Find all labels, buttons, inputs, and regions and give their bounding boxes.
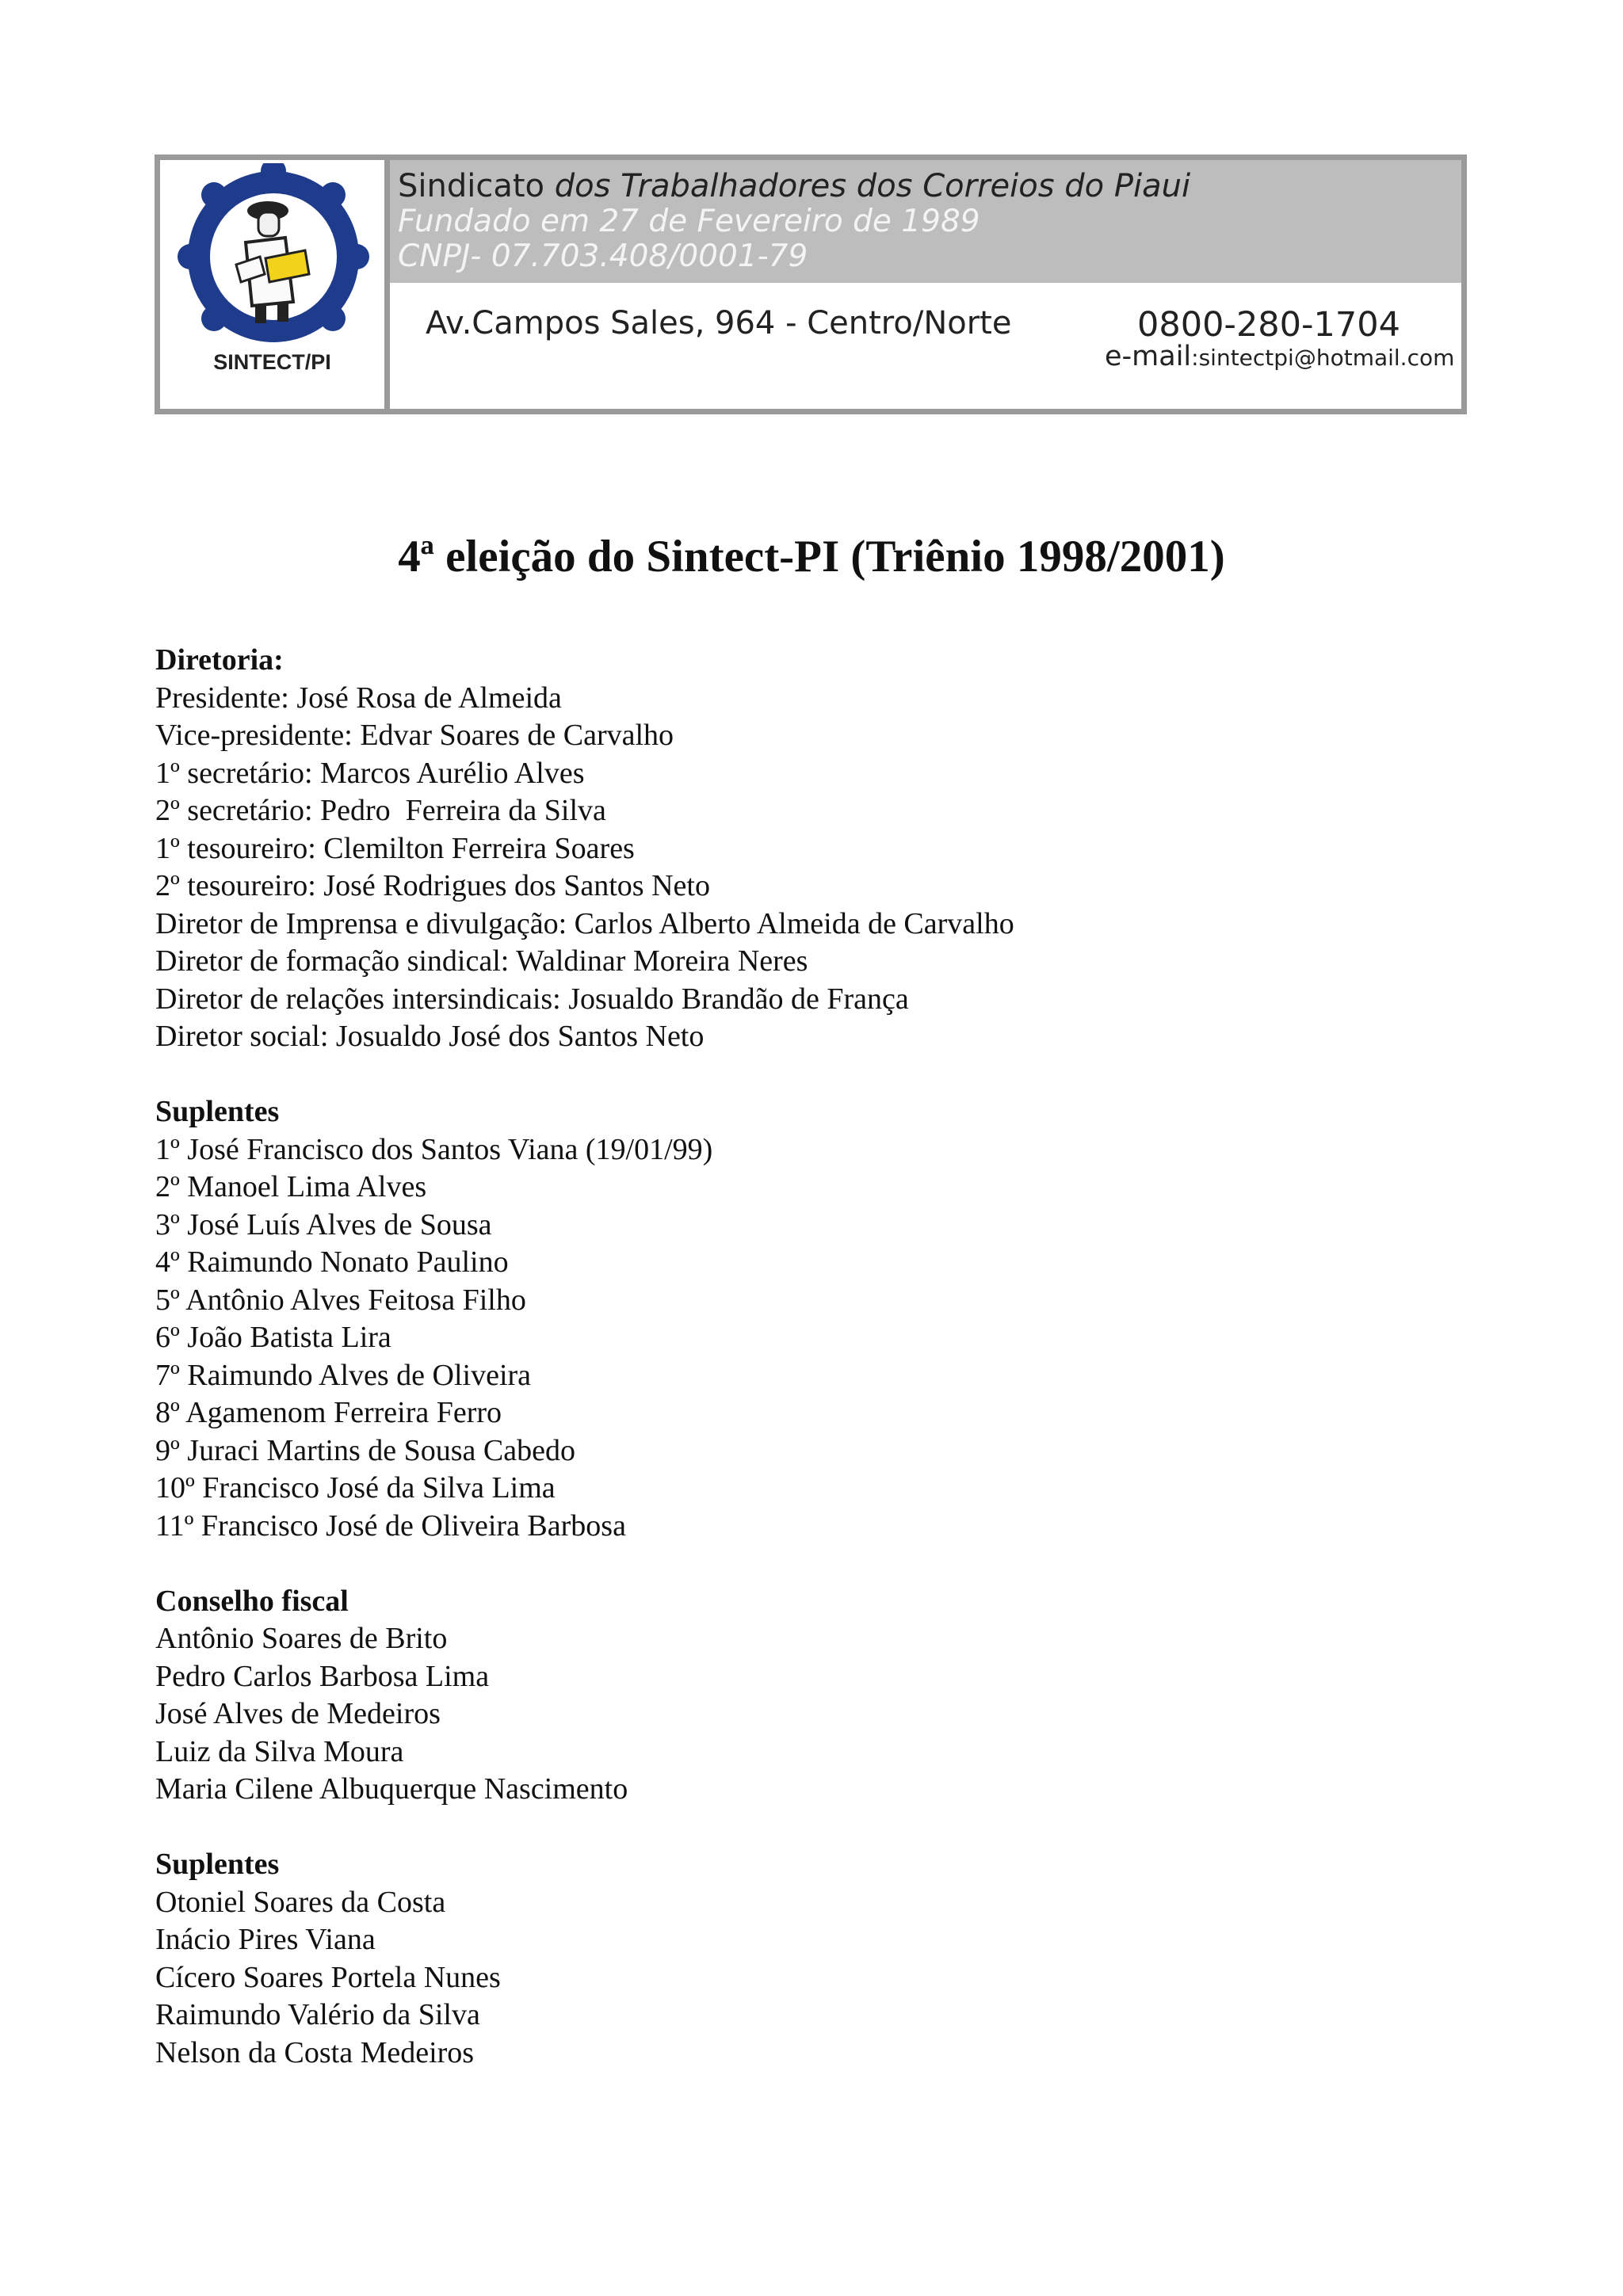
election-list (155, 642, 1503, 2072)
list-item: 1º José Francisco dos Santos Viana (19/01/99) (155, 1132, 713, 1166)
phone-number: 0800-280-1704 (1137, 305, 1400, 345)
list-item: Antônio Soares de Brito (155, 1622, 448, 1655)
header-band (390, 160, 1461, 283)
list-item: 8º Agamenom Ferreira Ferro (155, 1396, 502, 1429)
list-item: Raimundo Valério da Silva (155, 1998, 480, 2031)
logo-text: SINTECT/PI (213, 350, 331, 374)
list-item: Diretor de relações intersindicais: Josualdo Brandão de França (155, 982, 909, 1016)
list-item: 5º Antônio Alves Feitosa Filho (155, 1283, 526, 1317)
list-item: Diretor de formação sindical: Waldinar Moreira Neres (155, 944, 808, 978)
org-name: Sindicato dos Trabalhadores dos Correios do Piaui (398, 168, 1191, 204)
list-item: 2º tesoureiro: José Rodrigues dos Santos Neto (155, 869, 710, 902)
list-item: Diretor de Imprensa e divulgação: Carlos Alberto Almeida de Carvalho (155, 906, 1014, 940)
list-item: Presidente: José Rosa de Almeida (155, 681, 562, 715)
section-suplentes-conselho (155, 1846, 1503, 2072)
list-item: Pedro Carlos Barbosa Lima (155, 1659, 490, 1693)
section-suplentes-diretoria (155, 1093, 1503, 1545)
email: e-mail:sintectpi@hotmail.com (1105, 341, 1455, 372)
cnpj: CNPJ- 07.703.408/0001-79 (398, 238, 808, 274)
list-item: 3º José Luís Alves de Sousa (155, 1207, 492, 1241)
list-item: Cícero Soares Portela Nunes (155, 1960, 501, 1994)
address: Av.Campos Sales, 964 - Centro/Norte (426, 305, 1012, 341)
section-heading: Diretoria: (155, 643, 284, 677)
list-item: 6º João Batista Lira (155, 1321, 391, 1354)
list-item: 1º tesoureiro: Clemilton Ferreira Soares (155, 831, 635, 865)
list-item: José Alves de Medeiros (155, 1697, 441, 1730)
list-item: 2º secretário: Pedro Ferreira da Silva (155, 794, 606, 827)
section-heading: Conselho fiscal (155, 1584, 349, 1618)
list-item: 9º Juraci Martins de Sousa Cabedo (155, 1433, 575, 1467)
list-item: Diretor social: Josualdo José dos Santos Neto (155, 1020, 705, 1053)
section-diretoria (155, 642, 1503, 1056)
logo-box (160, 160, 390, 409)
section-heading: Suplentes (155, 1848, 280, 1881)
list-item: 10º Francisco José da Silva Lima (155, 1471, 556, 1505)
list-item: Luiz da Silva Moura (155, 1734, 404, 1768)
list-item: 2º Manoel Lima Alves (155, 1170, 427, 1203)
letterhead (155, 154, 1467, 414)
page-title: 4ª eleição do Sintect-PI (Triênio 1998/2001) (398, 532, 1225, 582)
list-item: 4º Raimundo Nonato Paulino (155, 1245, 509, 1279)
founded-date: Fundado em 27 de Fevereiro de 1989 (398, 204, 980, 239)
list-item: Nelson da Costa Medeiros (155, 2035, 475, 2069)
list-item: Maria Cilene Albuquerque Nascimento (155, 1772, 628, 1806)
list-item: 7º Raimundo Alves de Oliveira (155, 1358, 532, 1392)
list-item: 1º secretário: Marcos Aurélio Alves (155, 756, 585, 790)
sintect-logo-icon (166, 163, 380, 347)
list-item: Vice-presidente: Edvar Soares de Carvalho (155, 719, 674, 752)
list-item: 11º Francisco José de Oliveira Barbosa (155, 1508, 626, 1543)
section-heading: Suplentes (155, 1095, 280, 1128)
list-item: Inácio Pires Viana (155, 1923, 376, 1956)
list-item: Otoniel Soares da Costa (155, 1885, 446, 1919)
section-conselho-fiscal (155, 1583, 1503, 1809)
